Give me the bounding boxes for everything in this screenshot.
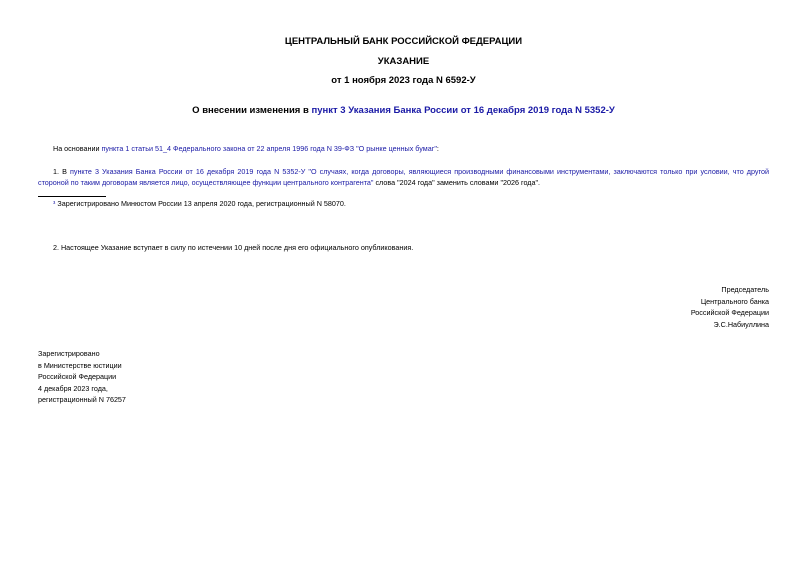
registration-line-1: Зарегистрировано	[38, 349, 100, 358]
basis-suffix: :	[436, 144, 439, 153]
doc-title-link[interactable]: пункт 3 Указания Банка России от 16 декабря 2019 года N 5352-У	[311, 105, 615, 116]
signature-line-2: Центрального банка	[700, 296, 769, 306]
doc-title-prefix: О внесении изменения в	[192, 105, 312, 116]
doc-date-number: от 1 ноября 2023 года N 6592-У	[331, 75, 476, 86]
registration-line-2: в Министерстве юстиции	[38, 360, 122, 370]
paragraph-1	[38, 166, 769, 188]
paragraph-2: 2. Настоящее Указание вступает в силу по истечении 10 дней после дня его официального опубликования.	[53, 243, 414, 252]
footnote-marker[interactable]: ¹	[53, 199, 56, 208]
p1-prefix: 1. В	[53, 167, 70, 176]
basis-link[interactable]: пункта 1 статьи 51_4 Федерального закона от 22 апреля 1996 года N 39-ФЗ "О рынке ценных бумаг"	[101, 144, 437, 153]
p1-suffix: слова "2024 года" заменить словами "2026 года".	[373, 178, 541, 187]
signature-line-3: Российской Федерации	[690, 308, 769, 317]
signature-line-1: Председатель	[721, 285, 769, 294]
footnote-text: Зарегистрировано Минюстом России 13 апреля 2020 года, регистрационный N 58070.	[57, 199, 346, 208]
registration-line-4: 4 декабря 2023 года,	[38, 383, 108, 393]
signature-line-4: Э.С.Набиуллина	[713, 319, 769, 329]
signature-block	[691, 284, 769, 330]
doc-type: УКАЗАНИЕ	[377, 56, 430, 67]
registration-line-5: регистрационный N 76257	[38, 395, 126, 404]
basis-prefix: На основании	[53, 144, 102, 153]
registration-block	[38, 348, 126, 406]
org-name: ЦЕНТРАЛЬНЫЙ БАНК РОССИЙСКОЙ ФЕДЕРАЦИИ	[284, 36, 523, 47]
basis-paragraph	[53, 143, 769, 154]
footnote-separator	[38, 196, 106, 197]
registration-line-3: Российской Федерации	[38, 372, 117, 381]
doc-title	[0, 105, 807, 116]
p1-link[interactable]: пункте 3 Указания Банка России от 16 декабря 2019 года N 5352-У "О случаях, когда договоры, являющиеся производными финансовыми инструментами, заключаются только при условии, что другой стороной по таким договорам является лицо, осуществляющее функции центрального контрагента"	[38, 167, 769, 187]
footnote	[53, 198, 769, 209]
